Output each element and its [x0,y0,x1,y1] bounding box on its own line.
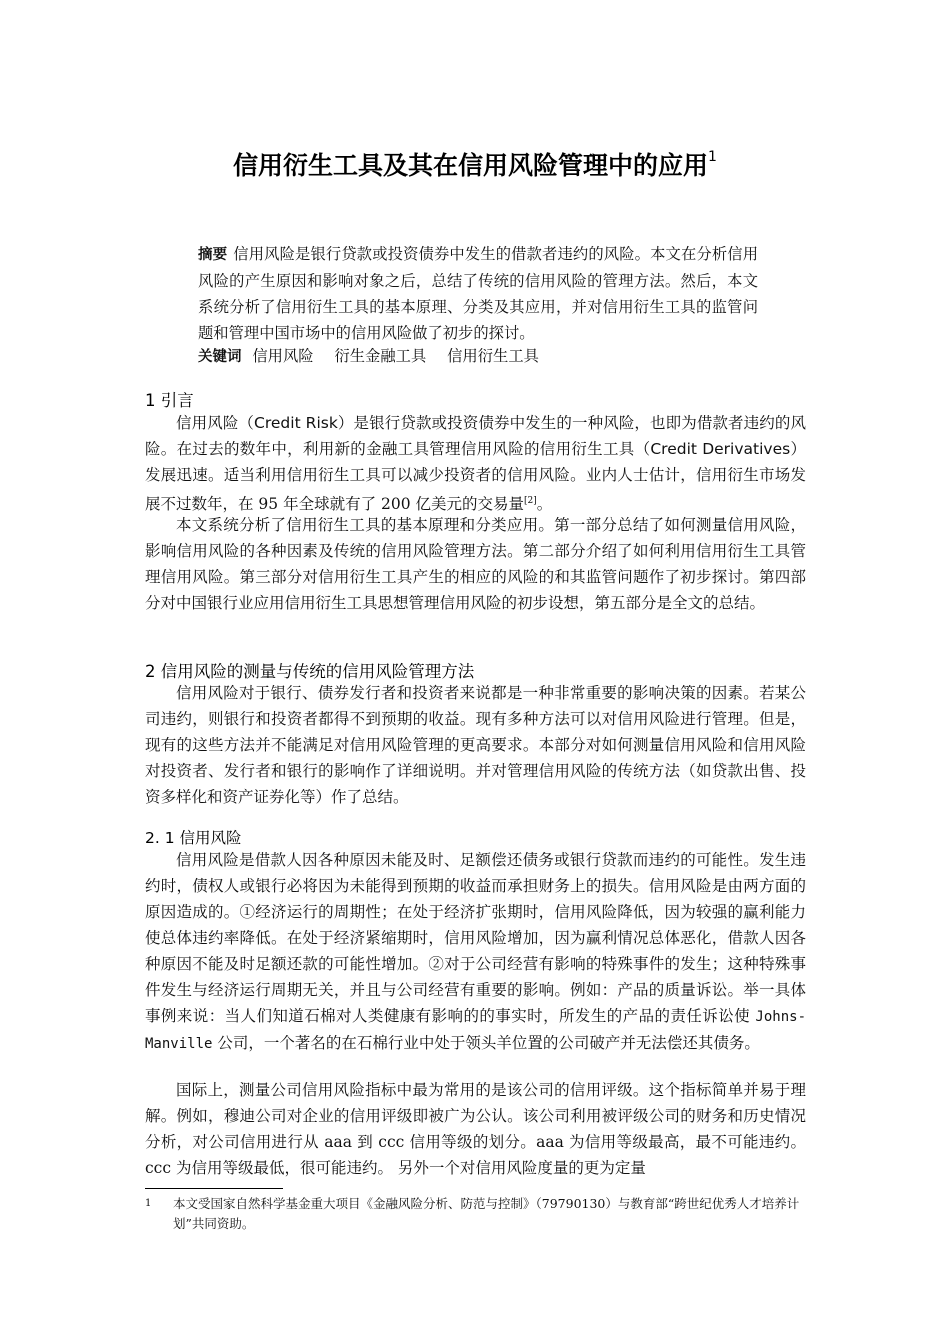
footnote-divider [145,1188,283,1189]
abstract [198,241,758,346]
keyword-item: 衍生金融工具 [334,347,427,365]
paper-title [0,146,950,182]
section1-paragraph-1 [145,410,806,517]
title-footnote-mark: 1 [708,148,717,165]
abstract-text: 信用风险是银行贷款或投资债券中发生的借款者违约的风险。本文在分析信用风险的产生原因和影响对象之后，总结了传统的信用风险的管理方法。然后，本文系统分析了信用衍生工具的基本原理、分类及其应用，并对信用衍生工具的监管问题和管理中国市场中的信用风险做了初步的探讨。 [198,245,758,342]
abstract-label: 摘要 [198,247,228,263]
text-run: 信用风险（ [176,414,255,432]
text-run: ）发展迅速。适当利用信用衍生工具可以减少投资者的信用风险。业内人士估计，信用衍生市场发展不过数年，在 95 年全球就有了 200 亿美元的交易量 [145,440,806,514]
keywords [198,343,555,370]
text-run: 。 [536,495,553,514]
text-run: 公司，一个著名的在石棉行业中处于领头羊位置的公司破产并无法偿还其债务。 [212,1034,760,1052]
term-credit-risk: Credit Risk [254,414,338,432]
citation-ref: [2] [524,496,537,506]
term-credit-derivatives: Credit Derivatives [650,440,791,458]
keyword-item: 信用风险 [252,347,314,365]
text-run: 信用风险是借款人因各种原因未能及时、足额偿还债务或银行贷款而违约的可能性。发生违约时，债权人或银行必将因为未能得到预期的收益而承担财务上的损失。信用风险是由两方面的原因造成的。①经济运行的周期性；在处于经济扩张期时，信用风险降低，因为较强的赢利能力使总体违约率降低。在处于经济紧缩期时，信用风险增加，因为赢利情况总体恶化，借款人因各种原因不能及时足额还款的可能性增加。②对于公司经营有影响的特殊事件的发生；这种特殊事件发生与经济运行周期无关，并且与公司经营有重要的影响。例如：产品的质量诉讼。举一具体事例来说：当人们知道石棉对人类健康有影响的的事实时，所发生的产品的责任诉讼使 [145,851,806,1025]
section21-paragraph-2: 国际上，测量公司信用风险指标中最为常用的是该公司的信用评级。这个指标简单并易于理解。例如，穆迪公司对企业的信用评级即被广为公认。该公司利用被评级公司的财务和历史情况分析，对公司信用进行从 aaa 到 ccc 信用等级的划分。aaa 为信用等级最高，最不可能违约。ccc 为信用等级最低，很可能违约。 另外一个对信用风险度量的更为定量 [145,1081,806,1177]
keyword-item: 信用衍生工具 [447,347,539,365]
title-text: 信用衍生工具及其在信用风险管理中的应用 [233,151,709,180]
section-heading-1: 1 引言 [145,391,194,410]
section1-paragraph-2: 本文系统分析了信用衍生工具的基本原理和分类应用。第一部分总结了如何测量信用风险，影响信用风险的各种因素及传统的信用风险管理方法。第二部分介绍了如何利用信用衍生工具管理信用风险。第三部分对信用衍生工具产生的相应的风险的和其监管问题作了初步探讨。第四部分对中国银行业应用信用衍生工具思想管理信用风险的初步设想，第五部分是全文的总结。 [145,516,806,612]
section-heading-2-1: 2. 1 信用风险 [145,829,242,847]
section21-paragraph-1 [145,847,806,1057]
company-name: Johns-Manville [145,1009,806,1052]
footnote-mark: 1 [145,1198,152,1209]
section-heading-2: 2 信用风险的测量与传统的信用风险管理方法 [145,662,475,681]
text-run: ）是银行贷款或投资债券中发生的一种风险，也即为借款者违约的风险。在过去的数年中，利用新的金融工具管理信用风险的信用衍生工具（ [145,414,806,458]
keywords-label: 关键词 [198,349,242,365]
footnote [145,1194,806,1234]
section2-paragraph-1: 信用风险对于银行、债券发行者和投资者来说都是一种非常重要的影响决策的因素。若某公司违约，则银行和投资者都得不到预期的收益。现有多种方法可以对信用风险进行管理。但是，现有的这些方法并不能满足对信用风险管理的更高要求。本部分对如何测量信用风险和信用风险对投资者、发行者和银行的影响作了详细说明。并对管理信用风险的传统方法（如贷款出售、投资多样化和资产证券化等）作了总结。 [145,684,806,806]
footnote-text: 本文受国家自然科学基金重大项目《金融风险分析、防范与控制》（79790130）与教育部“跨世纪优秀人才培养计划”共同资助。 [173,1196,800,1231]
